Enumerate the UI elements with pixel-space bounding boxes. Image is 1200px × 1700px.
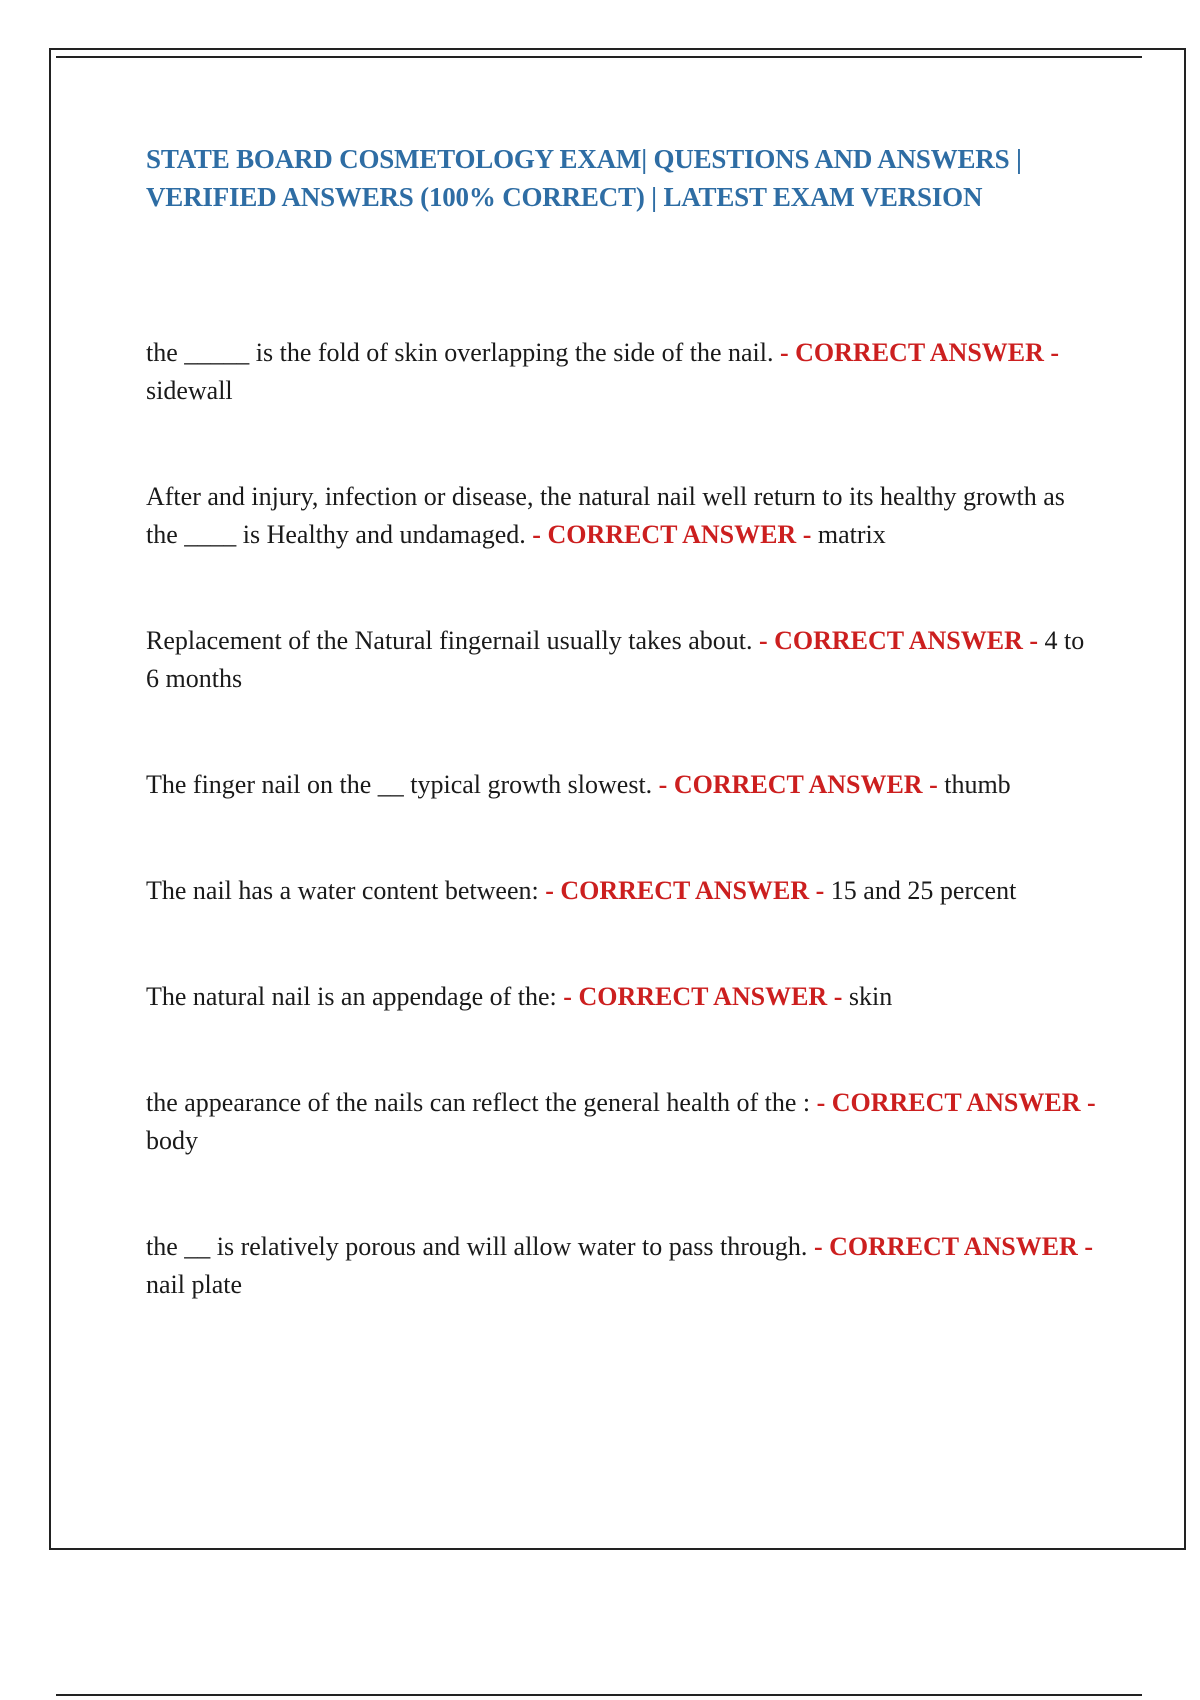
- question-text: The finger nail on the __ typical growth slowest.: [146, 770, 653, 799]
- qa-item: [146, 334, 1096, 410]
- correct-answer-marker: - CORRECT ANSWER -: [780, 338, 1060, 367]
- question-text: the appearance of the nails can reflect the general health of the :: [146, 1088, 811, 1117]
- document-content: [146, 140, 1096, 1304]
- answer-text: skin: [848, 982, 893, 1011]
- question-text: the __ is relatively porous and will allow water to pass through.: [146, 1232, 808, 1261]
- document-title-line-2: VERIFIED ANSWERS (100% CORRECT) | LATEST EXAM VERSION: [146, 182, 983, 212]
- bottom-rule: [56, 1694, 1142, 1696]
- correct-answer-marker: - CORRECT ANSWER -: [813, 1232, 1093, 1261]
- answer-text: matrix: [817, 520, 886, 549]
- question-text: After and injury, infection or disease, the natural nail well return to its healthy growth as the ____ is Healthy and undamaged.: [146, 482, 1065, 549]
- answer-text: thumb: [944, 770, 1011, 799]
- question-text: The nail has a water content between:: [146, 876, 539, 905]
- qa-list: [146, 334, 1096, 1304]
- qa-item: [146, 478, 1096, 554]
- answer-text: sidewall: [146, 376, 233, 405]
- correct-answer-marker: - CORRECT ANSWER -: [563, 982, 843, 1011]
- answer-text: nail plate: [146, 1270, 243, 1299]
- question-text: The natural nail is an appendage of the:: [146, 982, 557, 1011]
- document-title-line-1: STATE BOARD COSMETOLOGY EXAM| QUESTIONS AND ANSWERS |: [146, 144, 1022, 174]
- qa-item: [146, 978, 1096, 1016]
- qa-item: [146, 1228, 1096, 1304]
- question-text: Replacement of the Natural fingernail usually takes about.: [146, 626, 753, 655]
- document-title: [146, 140, 1096, 216]
- correct-answer-marker: - CORRECT ANSWER -: [816, 1088, 1096, 1117]
- qa-item: [146, 1084, 1096, 1160]
- qa-item: [146, 622, 1096, 698]
- correct-answer-marker: - CORRECT ANSWER -: [658, 770, 938, 799]
- correct-answer-marker: - CORRECT ANSWER -: [545, 876, 825, 905]
- answer-text: 15 and 25 percent: [830, 876, 1017, 905]
- qa-item: [146, 766, 1096, 804]
- correct-answer-marker: - CORRECT ANSWER -: [758, 626, 1039, 655]
- qa-item: [146, 872, 1096, 910]
- correct-answer-marker: - CORRECT ANSWER -: [532, 520, 812, 549]
- answer-text: body: [146, 1126, 198, 1155]
- question-text: the _____ is the fold of skin overlapping the side of the nail.: [146, 338, 774, 367]
- answer-text: 4 to 6 months: [146, 626, 1085, 693]
